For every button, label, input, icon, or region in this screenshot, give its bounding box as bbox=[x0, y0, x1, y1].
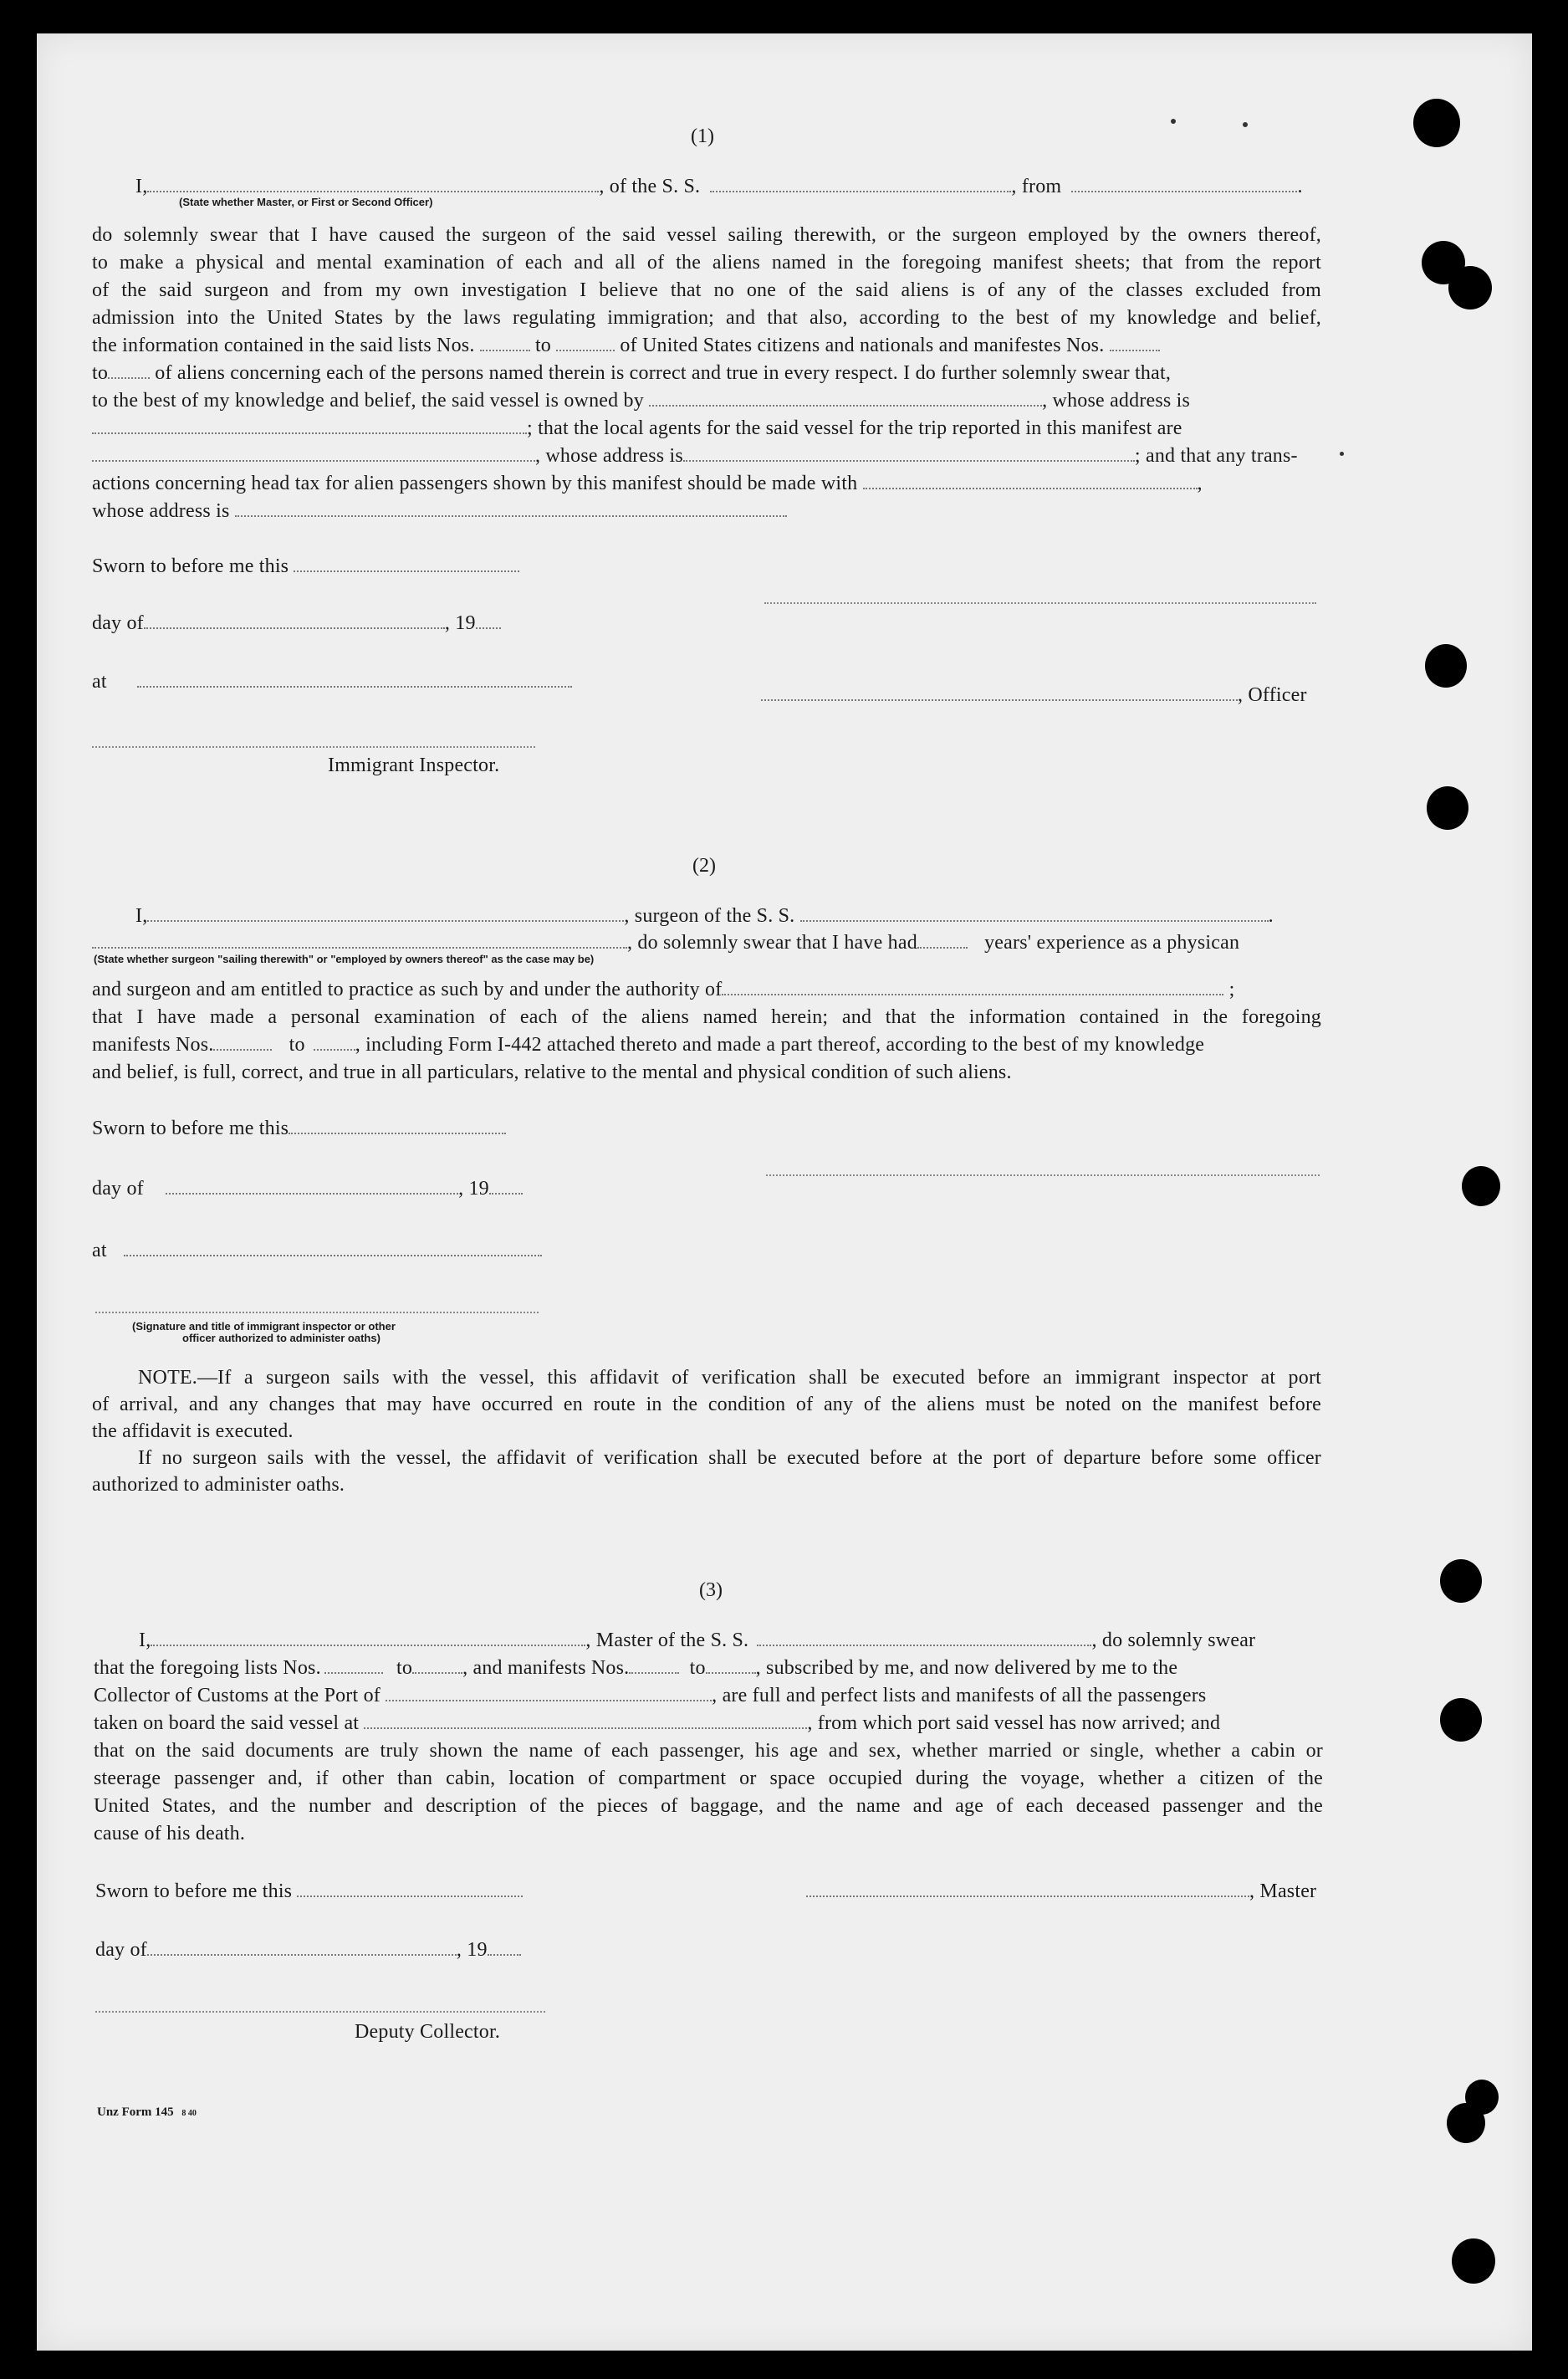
ink-speck bbox=[1243, 122, 1248, 127]
s1-line-1: do solemnly swear that I have caused the surgeon of the said vessel sailing therewith, or the surgeon employed by the owners thereof, bbox=[92, 224, 1321, 246]
s3-lists-from-field[interactable] bbox=[324, 1657, 383, 1674]
from-port-field[interactable] bbox=[1071, 176, 1297, 192]
head-tax-contact-field[interactable] bbox=[863, 473, 1198, 489]
s1-month-field[interactable] bbox=[144, 612, 445, 629]
note-line-5: authorized to administer oaths. bbox=[92, 1474, 345, 1496]
punch-hole-1 bbox=[1413, 99, 1460, 147]
ink-speck bbox=[1171, 119, 1176, 124]
s3-line-7: United States, and the number and description of the pieces of baggage, and the name and age of each deceased passenger and the bbox=[94, 1795, 1323, 1817]
s3-manifests-to-field[interactable] bbox=[706, 1657, 756, 1674]
s2-ship-name-field[interactable] bbox=[800, 905, 1269, 922]
s2-sworn-day-field[interactable] bbox=[289, 1118, 506, 1134]
ink-speck bbox=[1340, 452, 1344, 456]
s2-inspector-line[interactable] bbox=[95, 1312, 539, 1313]
surgeon-name-field[interactable] bbox=[147, 905, 624, 922]
master-name-field[interactable] bbox=[151, 1629, 585, 1646]
punch-hole-4 bbox=[1425, 644, 1467, 688]
owner-address-field[interactable] bbox=[92, 417, 527, 434]
s2-sworn: Sworn to before me this bbox=[92, 1116, 506, 1141]
s1-inspector-line[interactable] bbox=[92, 746, 535, 748]
s1-sworn: Sworn to before me this bbox=[92, 554, 519, 579]
s3-line-6: steerage passenger and, if other than cabin, location of compartment or space occupied during the voyage, whether a citizen of the bbox=[94, 1768, 1323, 1789]
s1-line-5: the information contained in the said lists Nos. to of United States citizens and nationals and manifestes Nos. bbox=[92, 333, 1160, 358]
citizens-list-to-field[interactable] bbox=[556, 335, 615, 351]
agents-address-field[interactable] bbox=[683, 445, 1135, 462]
s1-line-8: ; that the local agents for the said vessel for the trip reported in this manifest are bbox=[92, 416, 1182, 441]
s1-officer-signature-field[interactable] bbox=[761, 684, 1238, 701]
years-experience-field[interactable] bbox=[917, 932, 968, 949]
s2-line-4: that I have made a personal examination of each of the aliens named herein; and that the information contained in the foregoing bbox=[92, 1006, 1321, 1028]
s1-line-9: , whose address is ; and that any trans- bbox=[92, 443, 1298, 468]
local-agents-field[interactable] bbox=[92, 445, 535, 462]
s3-manifests-from-field[interactable] bbox=[629, 1657, 679, 1674]
s1-line-11: whose address is bbox=[92, 499, 787, 524]
s2-line-3: and surgeon and am entitled to practice as such by and under the authority of ; bbox=[92, 979, 1235, 1000]
s1-place-field[interactable] bbox=[137, 671, 572, 688]
s3-ship-name-field[interactable] bbox=[757, 1629, 1091, 1646]
s3-sworn: Sworn to before me this bbox=[95, 1879, 523, 1904]
s1-at: at bbox=[92, 669, 572, 694]
s1-sworn-day-field[interactable] bbox=[294, 555, 519, 572]
note-line-3: the affidavit is executed. bbox=[92, 1420, 294, 1442]
punch-hole-10 bbox=[1447, 2103, 1485, 2143]
manifest-no-field[interactable] bbox=[1110, 335, 1160, 351]
s2-line-2: , do solemnly swear that I have had years' experience as a physican bbox=[92, 930, 1239, 955]
s3-line-4: taken on board the said vessel at , from which port said vessel has now arrived; and bbox=[94, 1712, 1221, 1734]
head-tax-address-field[interactable] bbox=[235, 500, 787, 517]
s3-line-8: cause of his death. bbox=[94, 1823, 246, 1844]
section-2-number: (2) bbox=[692, 855, 716, 877]
s3-line-5: that on the said documents are truly shown the name of each passenger, his age and sex, whether married or single, whether a cabin or bbox=[94, 1740, 1323, 1762]
ship-name-field[interactable] bbox=[710, 176, 1011, 192]
s3-line-1: I, , Master of the S. S. , do solemnly swear bbox=[139, 1629, 1256, 1651]
section-1-number: (1) bbox=[691, 125, 714, 147]
s3-lists-to-field[interactable] bbox=[412, 1657, 462, 1674]
form-number: Unz Form 145 8 40 bbox=[97, 2105, 197, 2119]
punch-hole-5 bbox=[1427, 786, 1468, 830]
note-line-4: If no surgeon sails with the vessel, the affidavit of verification shall be executed before at the port of departure before some officer bbox=[138, 1447, 1321, 1469]
punch-hole-3 bbox=[1448, 266, 1492, 310]
s1-line-7: to the best of my knowledge and belief, the said vessel is owned by , whose address is bbox=[92, 390, 1191, 412]
punch-hole-11 bbox=[1452, 2238, 1495, 2284]
s2-sig-hint-2: officer authorized to administer oaths) bbox=[182, 1332, 381, 1344]
s3-dayof: day of , 19 bbox=[95, 1937, 521, 1962]
s1-line-4: admission into the United States by the laws regulating immigration; and that also, according to the best of my knowledge and belief, bbox=[92, 307, 1321, 329]
s1-line-10: actions concerning head tax for alien passengers shown by this manifest should be made with , bbox=[92, 473, 1203, 494]
practice-authority-field[interactable] bbox=[722, 979, 1223, 995]
s2-manifest-from-field[interactable] bbox=[213, 1034, 272, 1051]
s1-dayof: day of , 19 bbox=[92, 611, 501, 636]
s2-dayof: day of , 19 bbox=[92, 1176, 523, 1201]
citizens-list-from-field[interactable] bbox=[480, 335, 530, 351]
s2-line-1: I, , surgeon of the S. S. . bbox=[135, 905, 1274, 927]
s2-signature-line[interactable] bbox=[766, 1174, 1320, 1176]
s1-line-3: of the said surgeon and from my own investigation I believe that no one of the said aliens is of any of the classes excluded from bbox=[92, 279, 1321, 301]
embarkation-port-field[interactable] bbox=[364, 1712, 807, 1729]
punch-hole-8 bbox=[1440, 1698, 1482, 1742]
s1-line-2: to make a physical and mental examination of each and all of the aliens named in the foregoing manifest sheets; that from the report bbox=[92, 252, 1321, 274]
s2-line-5: manifests Nos. to , including Form I-442 attached thereto and made a part thereof, according to the best of my knowledge bbox=[92, 1034, 1205, 1056]
note-line-2: of arrival, and any changes that may have occurred en route in the condition of any of the aliens must be noted on the manifest before bbox=[92, 1394, 1321, 1415]
s3-year-field[interactable] bbox=[488, 1939, 521, 1956]
s2-at: at bbox=[92, 1238, 542, 1263]
owner-name-field[interactable] bbox=[649, 390, 1042, 407]
s2-year-field[interactable] bbox=[489, 1178, 523, 1195]
s1-year-field[interactable] bbox=[476, 612, 501, 629]
s1-signature-line[interactable] bbox=[764, 602, 1316, 604]
note-line-1: NOTE.—If a surgeon sails with the vessel, this affidavit of verification shall be executed before an immigrant inspector at port bbox=[138, 1367, 1321, 1389]
s3-line-2: that the foregoing lists Nos. to , and manifests Nos. to , subscribed by me, and now delivered by me to the bbox=[94, 1657, 1178, 1679]
s3-master-signature-field[interactable] bbox=[806, 1880, 1249, 1897]
s1-line-6: to of aliens concerning each of the persons named therein is correct and true in every respect. I do further solemnly swear that, bbox=[92, 362, 1172, 384]
s1-line-officer: I, , of the S. S. , from . bbox=[135, 176, 1303, 197]
punch-hole-6 bbox=[1462, 1166, 1500, 1206]
s2-month-field[interactable] bbox=[166, 1178, 458, 1195]
s2-place-field[interactable] bbox=[124, 1240, 542, 1256]
s3-deputy-line[interactable] bbox=[95, 2011, 545, 2013]
s1-inspector-label: Immigrant Inspector. bbox=[328, 755, 500, 776]
punch-hole-7 bbox=[1440, 1559, 1482, 1603]
customs-port-field[interactable] bbox=[386, 1685, 712, 1701]
s3-month-field[interactable] bbox=[147, 1939, 457, 1956]
s3-deputy-label: Deputy Collector. bbox=[355, 2021, 501, 2043]
s3-master-line: , Master bbox=[806, 1879, 1316, 1904]
surgeon-type-hint: (State whether surgeon "sailing therewith" or "employed by owners thereof" as the case may be) bbox=[94, 953, 595, 965]
s2-sig-hint-1: (Signature and title of immigrant inspector or other bbox=[132, 1320, 396, 1333]
surgeon-type-field[interactable] bbox=[92, 932, 627, 949]
s3-sworn-day-field[interactable] bbox=[297, 1880, 523, 1897]
s1-officer-line: , Officer bbox=[761, 683, 1307, 708]
officer-hint: (State whether Master, or First or Second Officer) bbox=[179, 196, 433, 208]
s2-manifest-to-field[interactable] bbox=[314, 1034, 355, 1051]
s2-line-6: and belief, is full, correct, and true in all particulars, relative to the mental and physical condition of such aliens. bbox=[92, 1062, 1012, 1083]
officer-name-field[interactable] bbox=[147, 176, 599, 192]
s3-line-3: Collector of Customs at the Port of , are full and perfect lists and manifests of all the passengers bbox=[94, 1685, 1207, 1706]
manifest-to-field[interactable] bbox=[108, 362, 150, 379]
section-3-number: (3) bbox=[699, 1579, 723, 1601]
